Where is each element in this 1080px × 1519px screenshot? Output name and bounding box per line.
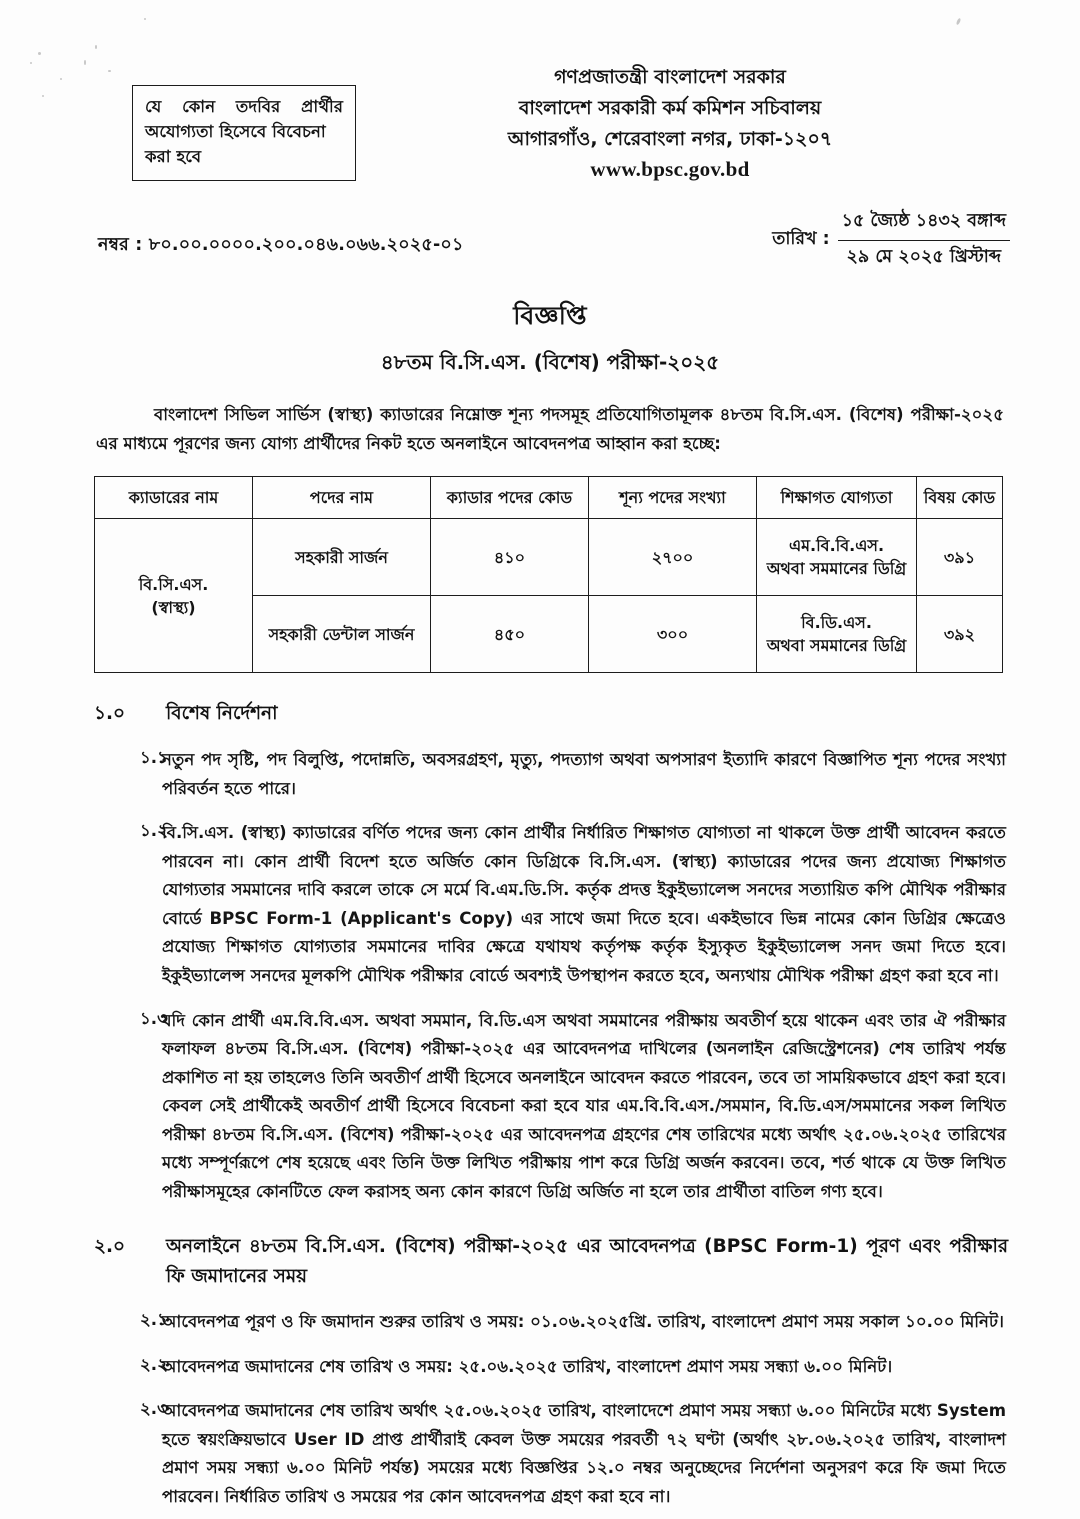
warning-line-2: অযোগ্যতা হিসেবে বিবেচনা <box>145 121 326 141</box>
col-subject-code: বিষয় কোড <box>917 477 1003 519</box>
col-post-code: ক্যাডার পদের কোড <box>431 477 589 519</box>
document-header <box>90 40 1010 180</box>
clause-1-2-text: বি.সি.এস. (স্বাস্থ্য) ক্যাডারের বর্ণিত পদের জন্য কোন প্রার্থীর নির্ধারিত শিক্ষাগত যোগ্যতা না থাকলে উক্ত প্রার্থী আবেদন করতে পারবেন না। কোন প্রার্থী বিদেশ হতে অর্জিত কোন ডিগ্রিকে বি.সি.এস. (স্বাস্থ্য) ক্যাডারের পদের জন্য প্রযোজ্য শিক্ষাগত যোগ্যতার সমমানের দাবি করলে তাকে সে মর্মে বি.এম.ডি.সি. কর্তৃক প্রদত্ত ইকুইভ্যালেন্স সনদের সত্যায়িত কপি মৌখিক পরীক্ষার বোর্ডে BPSC Form-1 (Applicant's Copy) এর সাথে জমা দিতে হবে। একইভাবে ভিন্ন নামের কোন ডিগ্রির ক্ষেত্রেও প্রযোজ্য শিক্ষাগত যোগ্যতার সমমানের দাবির ক্ষেত্রে যথাযথ কর্তৃপক্ষ কর্তৃক ইস্যুকৃত ইকুইভ্যালেন্স সনদ জমা দিতে হবে। ইকুইভ্যালেন্স সনদের মূলকপি মৌখিক পরীক্ষার বোর্ডে অবশ্যই উপস্থাপন করতে হবে, অন্যথায় মৌখিক পরীক্ষা গ্রহণ করা হবে না। <box>162 823 1006 985</box>
intro-paragraph: বাংলাদেশ সিভিল সার্ভিস (স্বাস্থ্য) ক্যাডারের নিম্নোক্ত শূন্য পদসমূহ প্রতিযোগিতামূলক ৪৮তম বি.সি.এস. (বিশেষ) পরীক্ষা-২০২৫ এর মাধ্যমে পূরণের জন্য যোগ্য প্রার্থীদের নিকট হতে অনলাইনে আবেদনপত্র আহ্বান করা হচ্ছে: <box>96 405 1004 453</box>
qualification-line-1: বি.ডি.এস. <box>801 613 872 633</box>
memo-number-value: ৮০.০০.০০০০.২০০.০৪৬.০৬৬.২০২৫-০১ <box>148 235 464 255</box>
section-1-heading <box>90 699 1010 730</box>
clause-2-3-text: আবেদনপত্র জমাদানের শেষ তারিখ অর্থাৎ ২৫.০৬.২০২৫ তারিখ, বাংলাদেশে প্রমাণ সময় সন্ধ্যা ৬.০০ মিনিটের মধ্যে System হতে স্বয়ংক্রিয়ভাবে User ID প্রাপ্ত প্রার্থীরাই কেবল উক্ত সময়ের পরবর্তী ৭২ ঘণ্টা (অর্থাৎ ২৮.০৬.২০২৫ তারিখ, বাংলাদশ প্রমাণ সময় সন্ধ্যা ৬.০০ মিনিট পর্যন্ত) সময়ের মধ্যে বিজ্ঞপ্তির ১২.০ নম্বর অনুচ্ছেদের নির্দেশনা অনুসরণ করে ফি জমা দিতে পারবেন। <box>162 1401 1006 1506</box>
section-2-heading <box>90 1232 1010 1292</box>
cell-qualification <box>757 596 917 673</box>
vacancy-table <box>94 476 1003 673</box>
memo-date-label: তারিখ : <box>772 229 830 249</box>
cadre-name-line-1: বি.সি.এস. <box>138 574 209 594</box>
cell-post-name: সহকারী ডেন্টাল সার্জন <box>253 596 431 673</box>
gov-republic-line: গণপ্রজাতন্ত্রী বাংলাদেশ সরকার <box>554 66 786 88</box>
government-letterhead <box>390 62 950 182</box>
clause-2-3-emphasis: নির্ধারিত তারিখ ও সময়ের পর কোন আবেদনপত্র গ্রহণ করা হবে না। <box>224 1486 671 1506</box>
memo-number <box>98 232 464 261</box>
clause-1-1-text: নতুন পদ সৃষ্টি, পদ বিলুপ্তি, পদোন্নতি, অবসরগ্রহণ, মৃত্যু, পদত্যাগ অথবা অপসারণ ইত্যাদি কারণে বিজ্ঞাপিত শূন্য পদের সংখ্যা পরিবর্তন হতে পারে। <box>162 750 1006 798</box>
clause-2-2-number: ২.২ <box>140 1354 168 1374</box>
gov-commission-line: বাংলাদেশ সরকারী কর্ম কমিশন সচিবালয় <box>518 96 822 119</box>
col-post-name: পদের নাম <box>253 477 431 519</box>
table-header-row <box>95 477 1003 519</box>
section-2-number: ২.০ <box>94 1236 126 1258</box>
table-row <box>95 519 1003 596</box>
clause-1-3-text: যদি কোন প্রার্থী এম.বি.বি.এস. অথবা সমমান, বি.ডি.এস অথবা সমমানের পরীক্ষায় অবতীর্ণ হয়ে থাকেন এবং তার ঐ পরীক্ষার ফলাফল ৪৮তম বি.সি.এস. (বিশেষ) পরীক্ষা-২০২৫ এর আবেদনপত্র দাখিলের (অনলাইন রেজিস্ট্রেশনের) শেষ তারিখ পর্যন্ত প্রকাশিত না হয় তাহলেও তিনি অবতীর্ণ প্রার্থী হিসেবে অনলাইনে আবেদন করতে পারবেন, তবে তা সাময়িকভাবে গ্রহণ করা হবে। কেবল সেই প্রার্থীকেই অবতীর্ণ প্রার্থী হিসেবে বিবেচনা করা হবে যার এম.বি.বি.এস./সমমান, বি.ডি.এস/সমমানের সকল লিখিত পরীক্ষা ৪৮তম বি.সি.এস. (বিশেষ) পরীক্ষা-২০২৫ এর আবেদনপত্র গ্রহণের শেষ তারিখের মধ্যে অর্থাৎ ২৫.০৬.২০২৫ তারিখের মধ্যে সম্পূর্ণরূপে শেষ হয়েছে এবং তিনি উক্ত লিখিত পরীক্ষায় পাশ করে ডিগ্রি অর্জন করবেন। তবে, শর্ত থাকে যে উক্ত লিখিত পরীক্ষাসমূহের কোনটিতে ফেল করাসহ অন্য কোন কারণে ডিগ্রি অর্জিত না হলে তার প্রার্থীতা বাতিল গণ্য হবে। <box>162 1010 1006 1201</box>
cell-cadre-name <box>95 519 253 673</box>
cell-subject-code: ৩৯২ <box>917 596 1003 673</box>
gov-website-link[interactable]: www.bpsc.gov.bd <box>590 157 750 182</box>
clause-1-2-number: ১.২ <box>140 821 168 841</box>
memo-date-gregorian: ২৯ মে ২০২৫ খ্রিস্টাব্দ <box>846 247 1002 267</box>
section-2-title: অনলাইনে ৪৮তম বি.সি.এস. (বিশেষ) পরীক্ষা-২০২৫ এর আবেদনপত্র (BPSC Form-1) পূরণ এবং পরীক্ষার ফি জমাদানের সময় <box>166 1236 1008 1288</box>
gov-address-line: আগারগাঁও, শেরেবাংলা নগর, ঢাকা-১২০৭ <box>507 127 833 150</box>
page-title: বিজ্ঞপ্তি <box>513 301 587 330</box>
warning-line-1: যে কোন তদবির প্রার্থীর <box>145 97 343 116</box>
cell-vacancies: ৩০০ <box>589 596 757 673</box>
memo-date-bangla: ১৫ জ্যৈষ্ঠ ১৪৩২ বঙ্গাব্দ <box>838 208 1010 241</box>
memo-date-block <box>772 208 1010 273</box>
clause-2-1-text: আবেদনপত্র পূরণ ও ফি জমাদান শুরুর তারিখ ও সময়: ০১.০৬.২০২৫খ্রি. তারিখ, বাংলাদেশ প্রমাণ সময় সকাল ১০.০০ মিনিট। <box>162 1312 1004 1332</box>
clause-2-3 <box>90 1397 1010 1511</box>
clause-1-2 <box>90 819 1010 990</box>
clause-2-2-text: আবেদনপত্র জমাদানের শেষ তারিখ ও সময়: ২৫.০৬.২০২৫ তারিখ, বাংলাদেশ প্রমাণ সময় সন্ধ্যা ৬.০০ মিনিট। <box>162 1356 893 1376</box>
scan-speck <box>60 78 62 80</box>
clause-2-1 <box>90 1308 1010 1337</box>
warning-notice-box <box>132 85 356 181</box>
clause-1-1-number: ১.১ <box>140 748 168 768</box>
col-cadre-name: ক্যাডারের নাম <box>95 477 253 519</box>
memo-line <box>90 211 1010 280</box>
scan-speck <box>956 18 962 26</box>
cell-subject-code: ৩৯১ <box>917 519 1003 596</box>
clause-2-1-number: ২.১ <box>140 1310 168 1330</box>
clause-1-1 <box>90 746 1010 803</box>
cell-post-code: ৪৫০ <box>431 596 589 673</box>
cadre-name-line-2: (স্বাস্থ্য) <box>151 597 196 617</box>
col-vacancies: শূন্য পদের সংখ্যা <box>589 477 757 519</box>
clause-1-3-number: ১.৩ <box>140 1008 168 1028</box>
scan-speck <box>38 52 41 55</box>
scan-speck <box>42 95 44 97</box>
section-1-number: ১.০ <box>94 703 126 725</box>
scan-speck <box>84 60 86 65</box>
cell-post-code: ৪১০ <box>431 519 589 596</box>
scan-speck <box>144 18 146 20</box>
qualification-line-2: অথবা সমমানের ডিগ্রি <box>766 636 907 656</box>
scan-speck <box>30 62 32 64</box>
qualification-line-2: অথবা সমমানের ডিগ্রি <box>766 559 907 579</box>
col-qualification: শিক্ষাগত যোগ্যতা <box>757 477 917 519</box>
sheet-content <box>90 40 1010 1506</box>
memo-date-stack <box>838 208 1010 273</box>
cell-qualification <box>757 519 917 596</box>
page-subtitle: ৪৮তম বি.সি.এস. (বিশেষ) পরীক্ষা-২০২৫ <box>380 350 720 374</box>
warning-line-3: করা হবে <box>145 146 202 166</box>
cell-vacancies: ২৭০০ <box>589 519 757 596</box>
qualification-line-1: এম.বি.বি.এস. <box>788 536 885 556</box>
cell-post-name: সহকারী সার্জন <box>253 519 431 596</box>
clause-2-2 <box>90 1353 1010 1382</box>
section-2 <box>90 1232 1010 1511</box>
clause-2-3-body <box>162 1397 1010 1511</box>
clause-1-3 <box>90 1007 1010 1207</box>
section-1 <box>90 699 1010 1206</box>
memo-number-label: নম্বর : <box>98 235 143 255</box>
clause-2-3-number: ২.৩ <box>140 1399 168 1419</box>
section-1-title: বিশেষ নির্দেশনা <box>166 703 278 725</box>
